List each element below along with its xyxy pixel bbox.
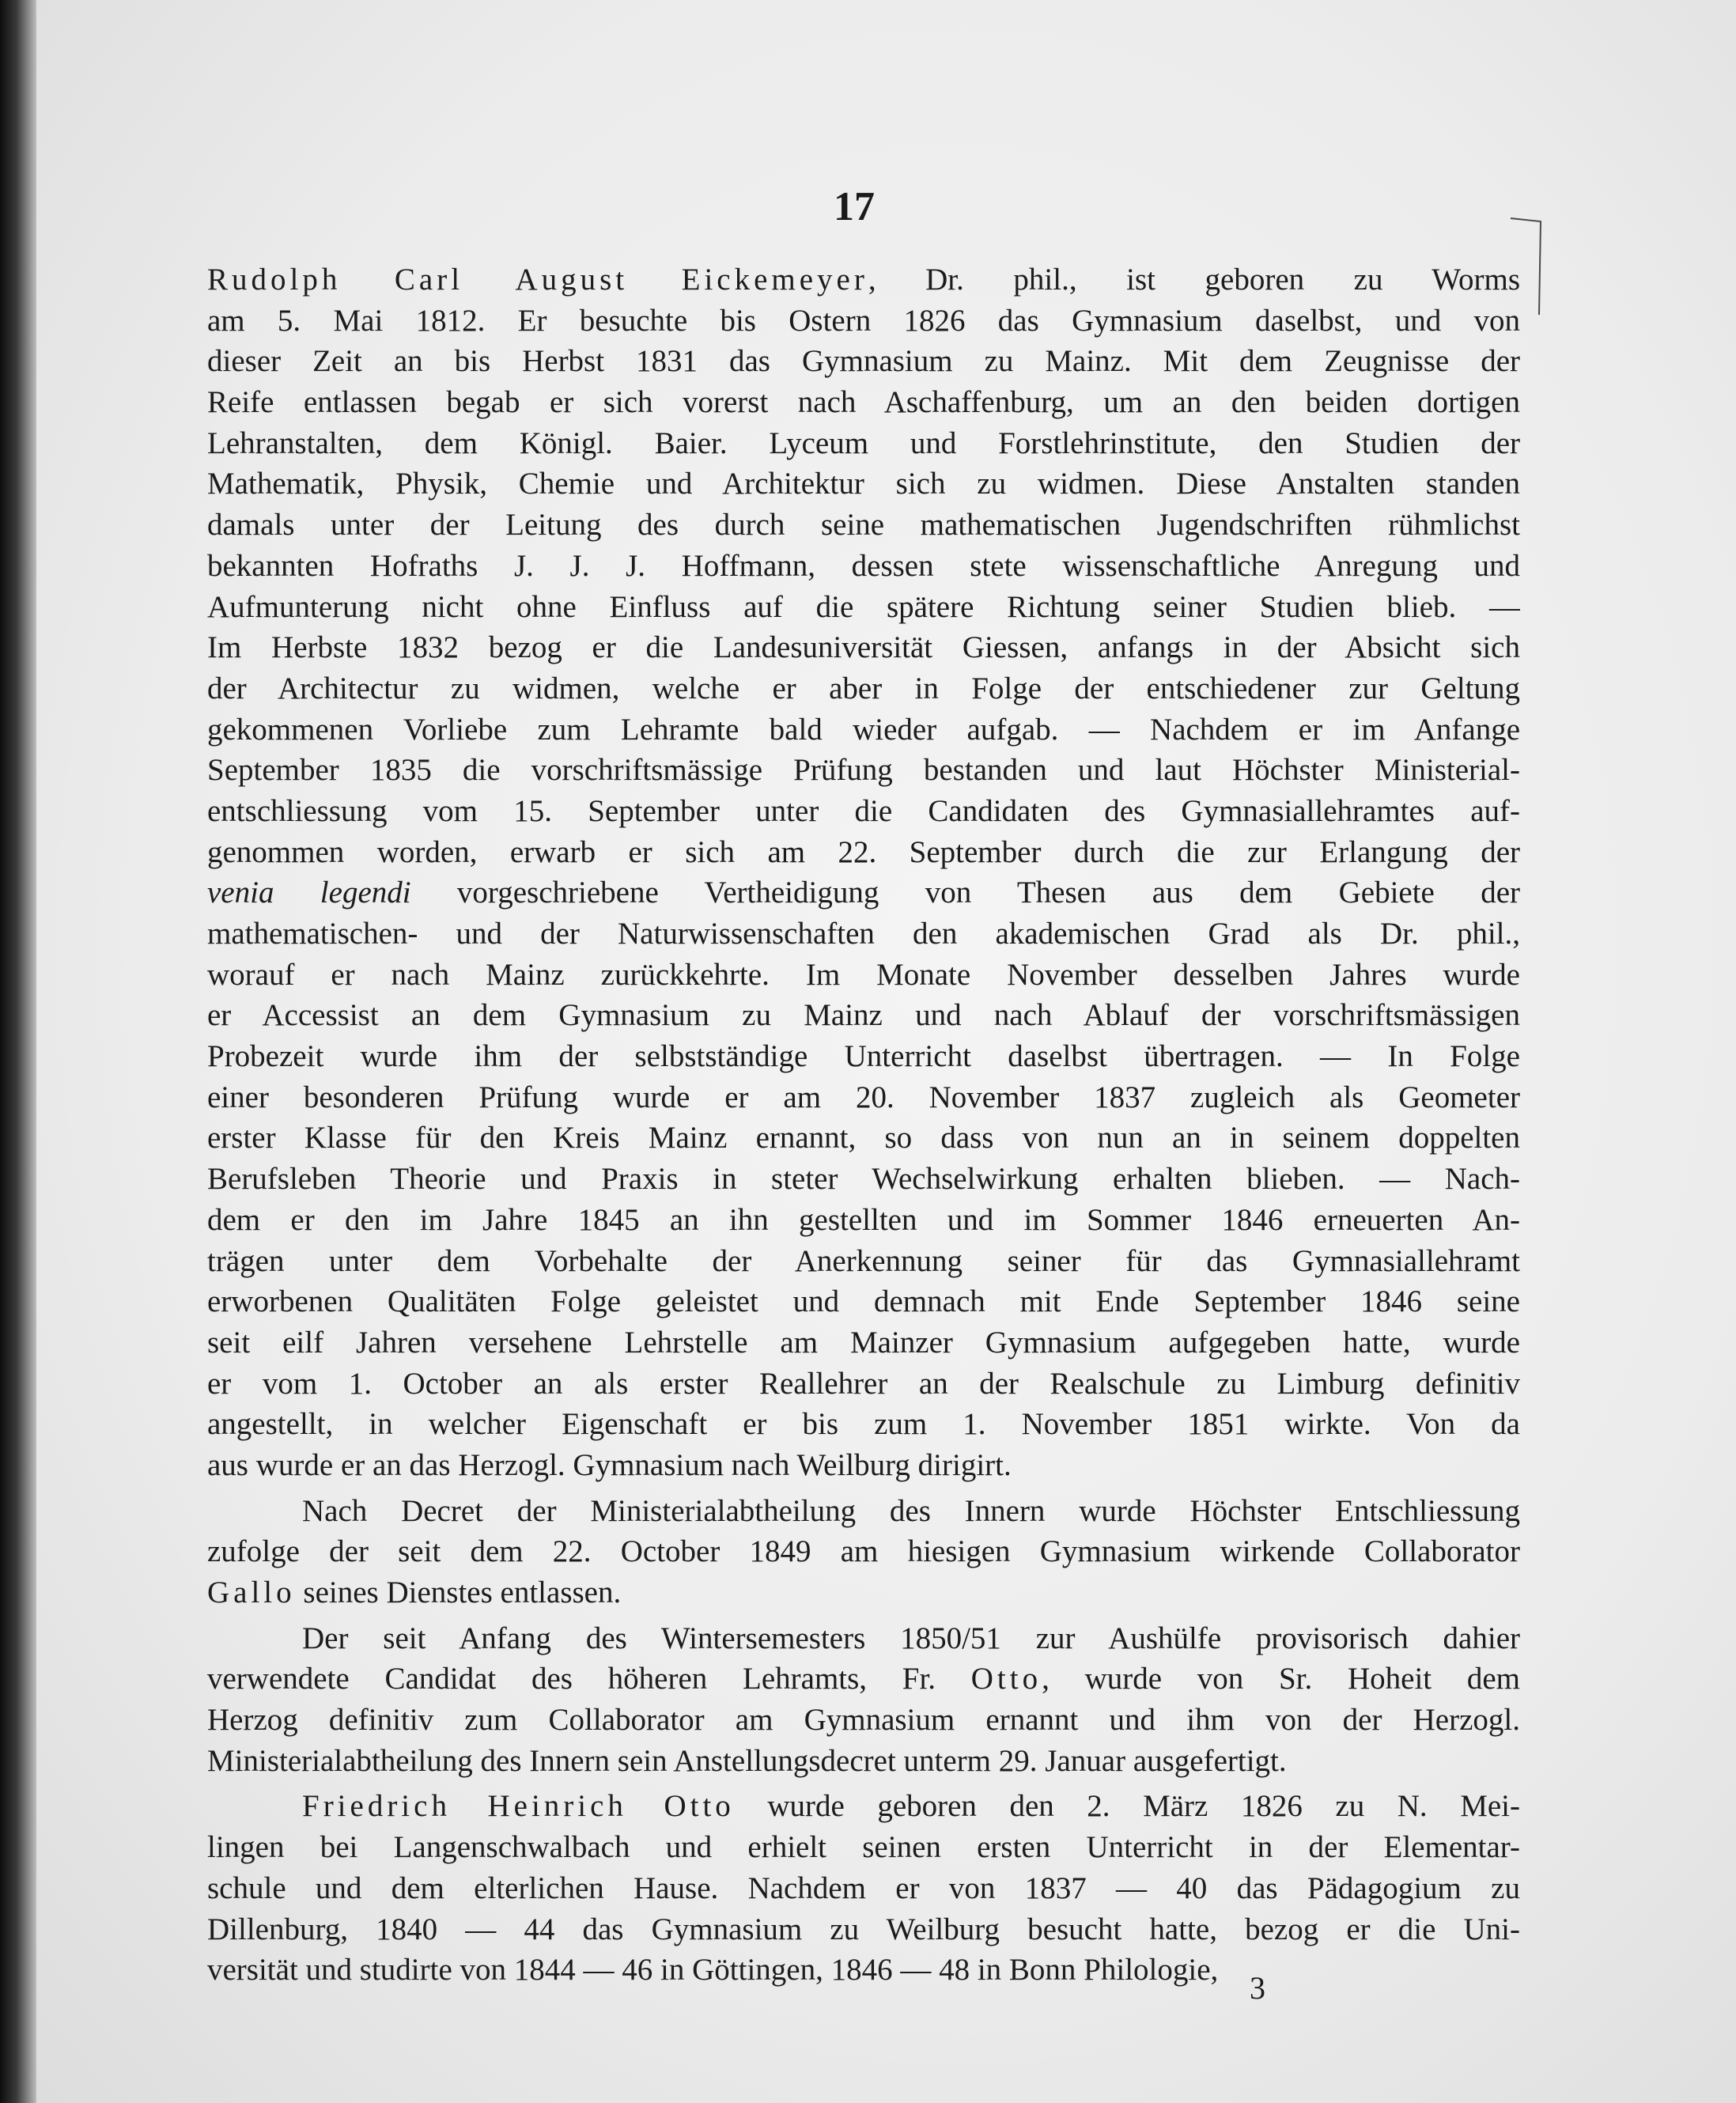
text-run: , wurde von Sr. Hoheit dem [1042, 1662, 1520, 1696]
text-line [207, 872, 1520, 913]
text-line [207, 423, 1520, 464]
text-line [207, 1741, 1520, 1782]
text-run: der Architectur zu widmen, welche er aber in Folge der entschiedener zur Geltung [207, 671, 1520, 705]
text-run: Berufsleben Theorie und Praxis in steter Wechselwirkung erhalten blieben. — Nach- [207, 1162, 1520, 1197]
text-run: damals unter der Leitung des durch seine mathematischen Jugendschriften rühmlichst [207, 508, 1520, 543]
text-line [207, 341, 1520, 382]
text-line [207, 1572, 1520, 1613]
text-line [207, 1322, 1520, 1364]
text-run: Der seit Anfang des Wintersemesters 1850/51 zur Aushülfe provisorisch dahier [302, 1621, 1520, 1655]
text-line [207, 546, 1520, 587]
text-run: aus wurde er an das Herzogl. Gymnasium nach Weilburg dirigirt. [207, 1447, 1012, 1482]
text-line [207, 627, 1520, 668]
text-line [207, 1281, 1520, 1322]
text-line [207, 587, 1520, 628]
text-line [207, 1241, 1520, 1282]
book-binding-shadow [0, 0, 36, 2103]
text-line [207, 832, 1520, 873]
text-run: dieser Zeit an bis Herbst 1831 das Gymnasium zu Mainz. Mit dem Zeugnisse der [207, 344, 1520, 379]
text-run: entschliessung vom 15. September unter die Candidaten des Gymnasiallehramtes auf- [207, 793, 1520, 828]
text-run: Ministerialabtheilung des Innern sein Anstellungsdecret unterm 29. Januar ausgefertigt. [207, 1743, 1287, 1778]
text-run: dem er den im Jahre 1845 an ihn gestellten und im Sommer 1846 erneuerten An- [207, 1202, 1520, 1237]
text-line [207, 463, 1520, 505]
text-run: Friedrich Heinrich Otto [302, 1789, 735, 1824]
paragraph-eickemeyer [207, 259, 1520, 1486]
text-line [207, 1200, 1520, 1241]
text-line [207, 1950, 1520, 1991]
text-run: Im Herbste 1832 bezog er die Landesuniversität Giessen, anfangs in der Absicht sich [207, 630, 1520, 665]
text-run: Probezeit wurde ihm der selbstständige Unterricht daselbst übertragen. — In Folge [207, 1039, 1520, 1074]
text-run: Mathematik, Physik, Chemie und Architektur sich zu widmen. Diese Anstalten standen [207, 467, 1520, 501]
text-line [207, 1404, 1520, 1445]
text-line [207, 1659, 1520, 1700]
text-line [207, 1036, 1520, 1077]
text-run: erworbenen Qualitäten Folge geleistet und demnach mit Ende September 1846 seine [207, 1284, 1520, 1319]
text-run: Reife entlassen begab er sich vorerst nach Aschaffenburg, um an den beiden dortigen [207, 385, 1520, 420]
text-run: wurde geboren den 2. März 1826 zu N. Mei- [734, 1789, 1520, 1824]
text-line [207, 709, 1520, 751]
page-number: 17 [834, 184, 875, 229]
text-line [207, 1077, 1520, 1118]
text-run: , Dr. phil., ist geboren zu Worms [868, 263, 1520, 297]
text-line [207, 1786, 1520, 1827]
text-line [207, 382, 1520, 423]
text-line [207, 1159, 1520, 1200]
text-run: Aufmunterung nicht ohne Einfluss auf die spätere Richtung seiner Studien blieb. — [207, 589, 1520, 624]
text-run: er Accessist an dem Gymnasium zu Mainz und nach Ablauf der vorschriftsmässigen [207, 998, 1520, 1033]
text-line [207, 1531, 1520, 1572]
paragraph-otto-biography [207, 1786, 1520, 1990]
body-text [207, 259, 1520, 1991]
text-run: Otto [970, 1662, 1042, 1696]
text-run: schule und dem elterlichen Hause. Nachdem er von 1837 — 40 das Pädagogium zu [207, 1870, 1520, 1905]
text-run: venia legendi [207, 876, 411, 910]
text-line [207, 301, 1520, 342]
printer-signature-mark: 3 [1250, 1970, 1265, 2006]
text-line [207, 1118, 1520, 1159]
text-line [207, 1827, 1520, 1868]
text-run: September 1835 die vorschriftsmässige Prüfung bestanden und laut Höchster Ministerial- [207, 753, 1520, 788]
paragraph-otto-appointment [207, 1618, 1520, 1782]
text-line [207, 1909, 1520, 1950]
text-line [207, 913, 1520, 955]
text-run: er vom 1. October an als erster Reallehrer an der Realschule zu Limburg definitiv [207, 1366, 1520, 1401]
text-run: gekommenen Vorliebe zum Lehramte bald wieder aufgab. — Nachdem er im Anfange [207, 712, 1520, 747]
paragraph-gallo [207, 1491, 1520, 1613]
text-line [207, 1364, 1520, 1405]
text-line [207, 1868, 1520, 1909]
text-run: Rudolph Carl August Eickemeyer [207, 263, 868, 297]
text-line [207, 995, 1520, 1036]
text-run: genommen worden, erwarb er sich am 22. September durch die zur Erlangung der [207, 834, 1520, 869]
text-line [207, 259, 1520, 301]
text-run: am 5. Mai 1812. Er besuchte bis Ostern 1826 das Gymnasium daselbst, und von [207, 303, 1520, 338]
text-run: verwendete Candidat des höheren Lehramts, Fr. [207, 1662, 971, 1696]
text-line [207, 791, 1520, 832]
text-run: vorgeschriebene Vertheidigung von Thesen aus dem Gebiete der [410, 876, 1520, 910]
text-run: lingen bei Langenschwalbach und erhielt seinen ersten Unterricht in der Elementar- [207, 1830, 1520, 1865]
text-run: mathematischen- und der Naturwissenschaften den akademischen Grad als Dr. phil., [207, 917, 1520, 951]
text-line [207, 750, 1520, 791]
text-run: trägen unter dem Vorbehalte der Anerkennung seiner für das Gymnasiallehramt [207, 1243, 1520, 1278]
text-run: Lehranstalten, dem Königl. Baier. Lyceum und Forstlehrinstitute, den Studien der [207, 426, 1520, 460]
text-run: angestellt, in welcher Eigenschaft er bis zum 1. November 1851 wirkte. Von da [207, 1407, 1520, 1442]
text-run: Nach Decret der Ministerialabtheilung des Innern wurde Höchster Entschliessung [302, 1493, 1520, 1528]
text-line [207, 955, 1520, 996]
text-run: versität und studirte von 1844 — 46 in Göttingen, 1846 — 48 in Bonn Philologie, [207, 1953, 1219, 1988]
text-run: worauf er nach Mainz zurückkehrte. Im Monate November desselben Jahres wurde [207, 957, 1520, 992]
text-line [207, 505, 1520, 546]
text-run: Herzog definitiv zum Collaborator am Gymnasium ernannt und ihm von der Herzogl. [207, 1703, 1520, 1738]
text-line [207, 1445, 1520, 1486]
text-line [207, 668, 1520, 709]
text-run: erster Klasse für den Kreis Mainz ernannt, so dass von nun an in seinem doppelten [207, 1121, 1520, 1156]
text-run: zufolge der seit dem 22. October 1849 am hiesigen Gymnasium wirkende Collaborator [207, 1534, 1520, 1569]
text-run: bekannten Hofraths J. J. J. Hoffmann, dessen stete wissenschaftliche Anregung und [207, 548, 1520, 583]
text-run: seines Dienstes entlassen. [295, 1575, 622, 1609]
text-run: Dillenburg, 1840 — 44 das Gymnasium zu Weilburg besucht hatte, bezog er die Uni- [207, 1912, 1520, 1946]
text-line [207, 1700, 1520, 1741]
text-run: seit eilf Jahren versehene Lehrstelle am Mainzer Gymnasium aufgegeben hatte, wurde [207, 1325, 1520, 1360]
text-run: Gallo [207, 1575, 296, 1609]
text-run: einer besonderen Prüfung wurde er am 20. November 1837 zugleich als Geometer [207, 1080, 1520, 1114]
text-line [207, 1618, 1520, 1659]
text-line [207, 1491, 1520, 1532]
